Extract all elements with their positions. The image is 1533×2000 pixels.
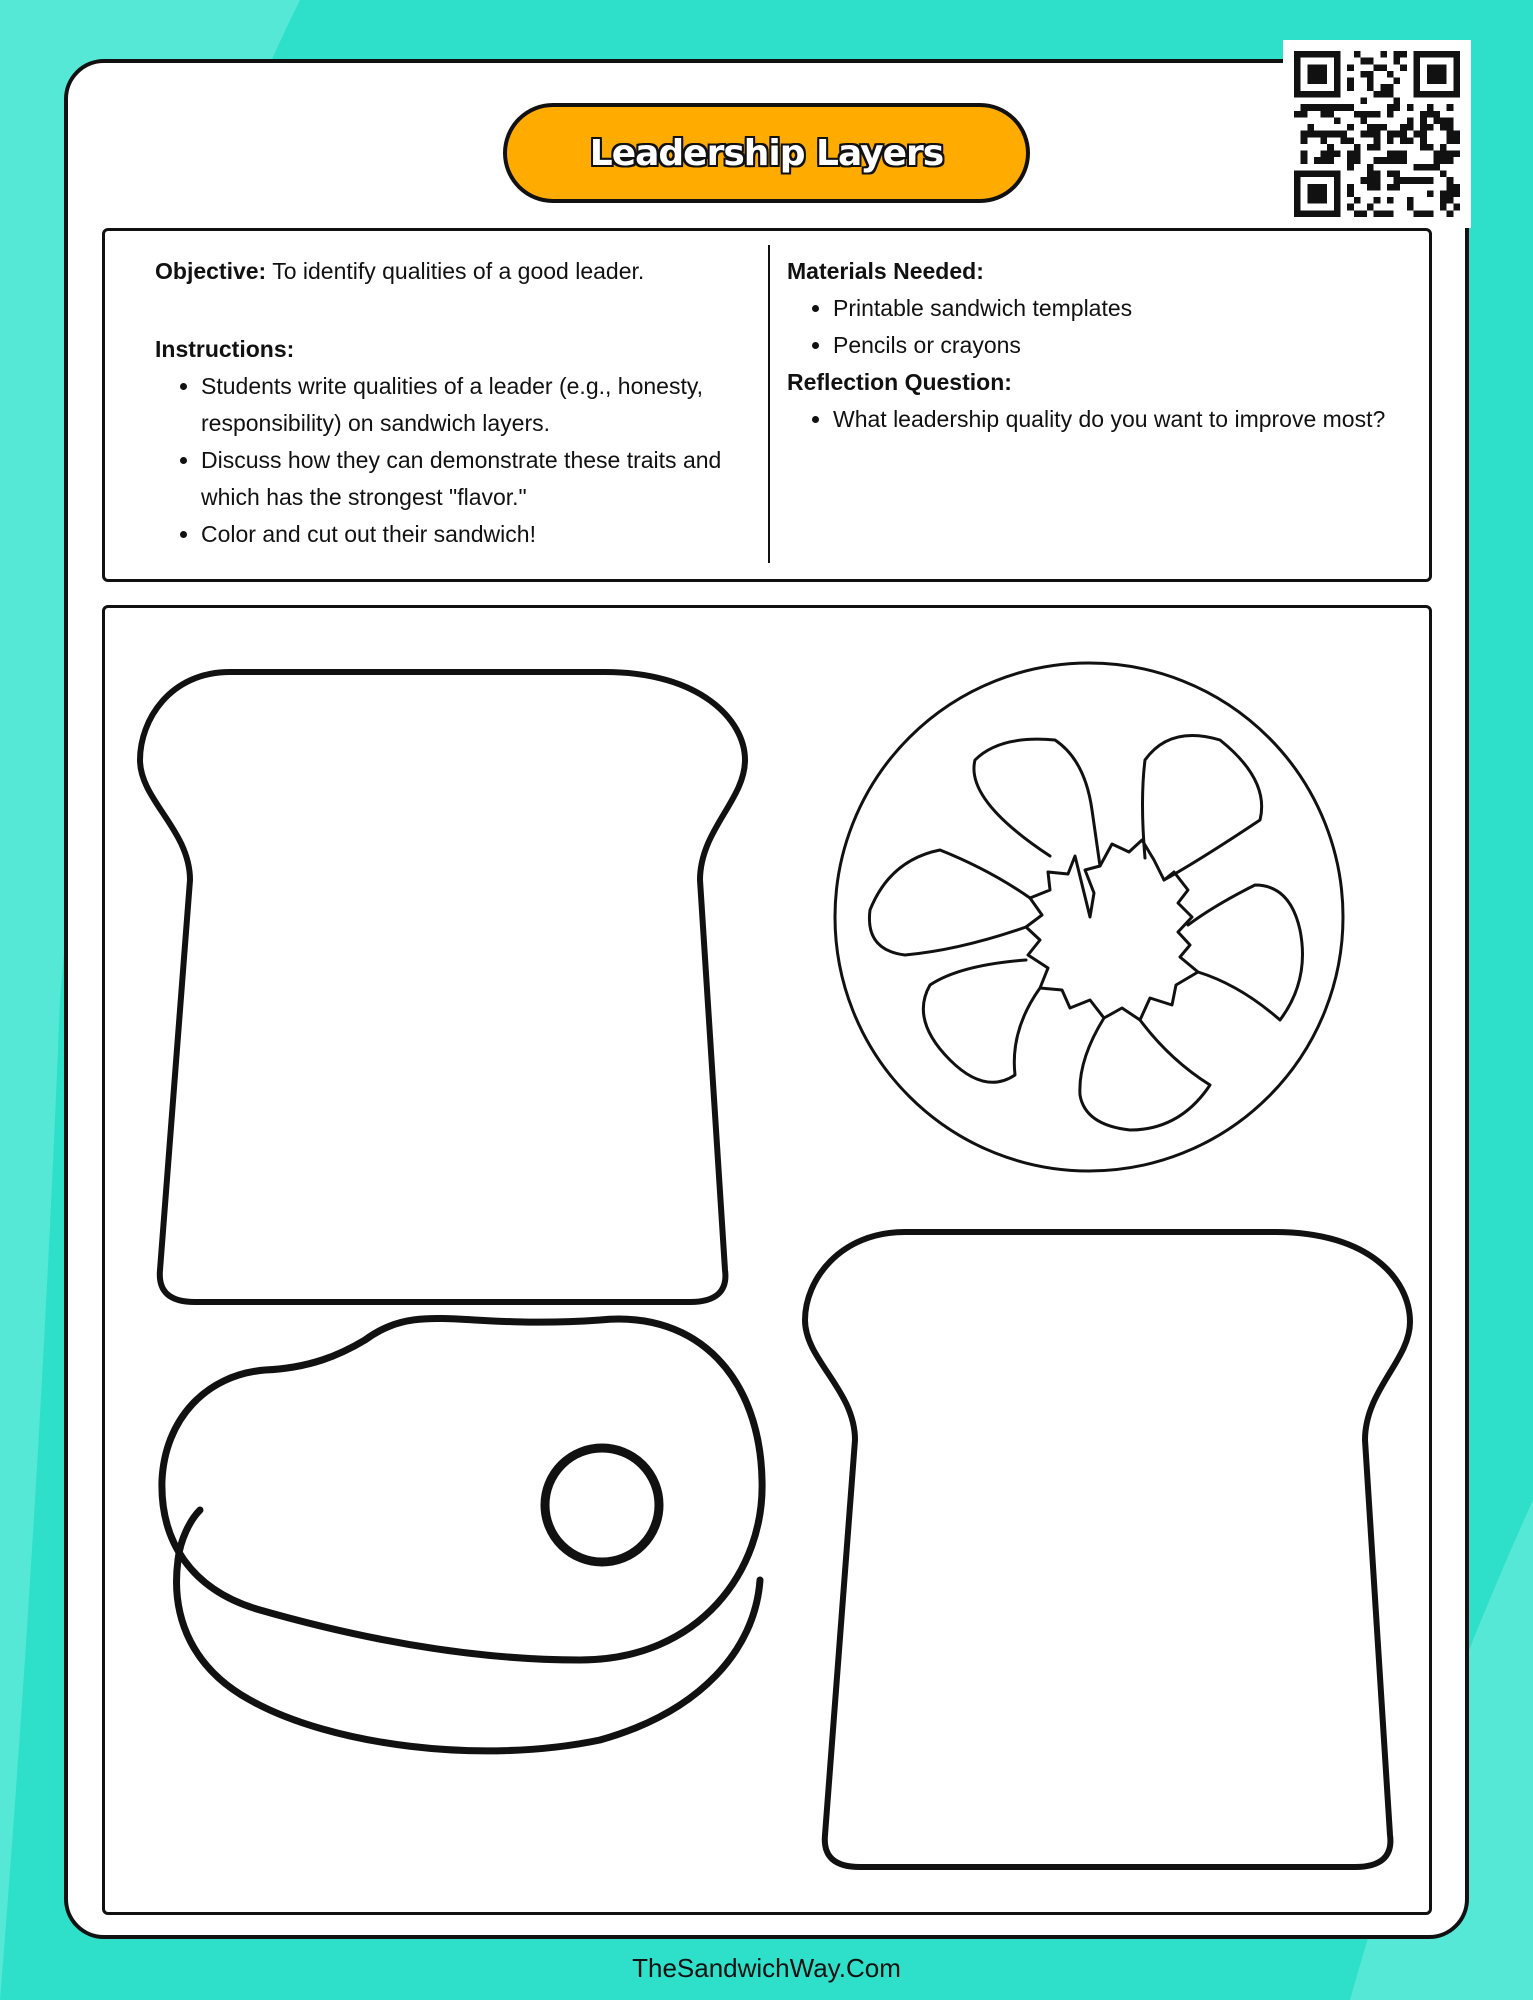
instructions-heading: Instructions:: [155, 336, 295, 362]
bread-slice-icon: [805, 1232, 1410, 1867]
bread-slice-icon: [140, 672, 745, 1302]
list-item: • Printable sandwich templates: [833, 290, 1407, 327]
list-item: • Color and cut out their sandwich!: [201, 516, 755, 553]
meat-slice-icon: [162, 1318, 762, 1750]
page-title: Leadership Layers: [589, 132, 944, 174]
list-item: • Pencils or crayons: [833, 327, 1407, 364]
tomato-slice-icon: [835, 663, 1343, 1171]
materials-heading: Materials Needed:: [787, 258, 984, 284]
list-item: • Discuss how they can demonstrate these traits and which has the strongest "flavor.": [201, 442, 755, 516]
objective-text: To identify qualities of a good leader.: [266, 258, 645, 284]
list-item: • Students write qualities of a leader (e.g., honesty, responsibility) on sandwich layers.: [201, 368, 755, 442]
footer-url[interactable]: TheSandwichWay.Com: [632, 1953, 901, 1983]
objective-label: Objective:: [155, 258, 267, 284]
list-item: • What leadership quality do you want to improve most?: [833, 401, 1407, 438]
reflection-heading: Reflection Question:: [787, 369, 1012, 395]
